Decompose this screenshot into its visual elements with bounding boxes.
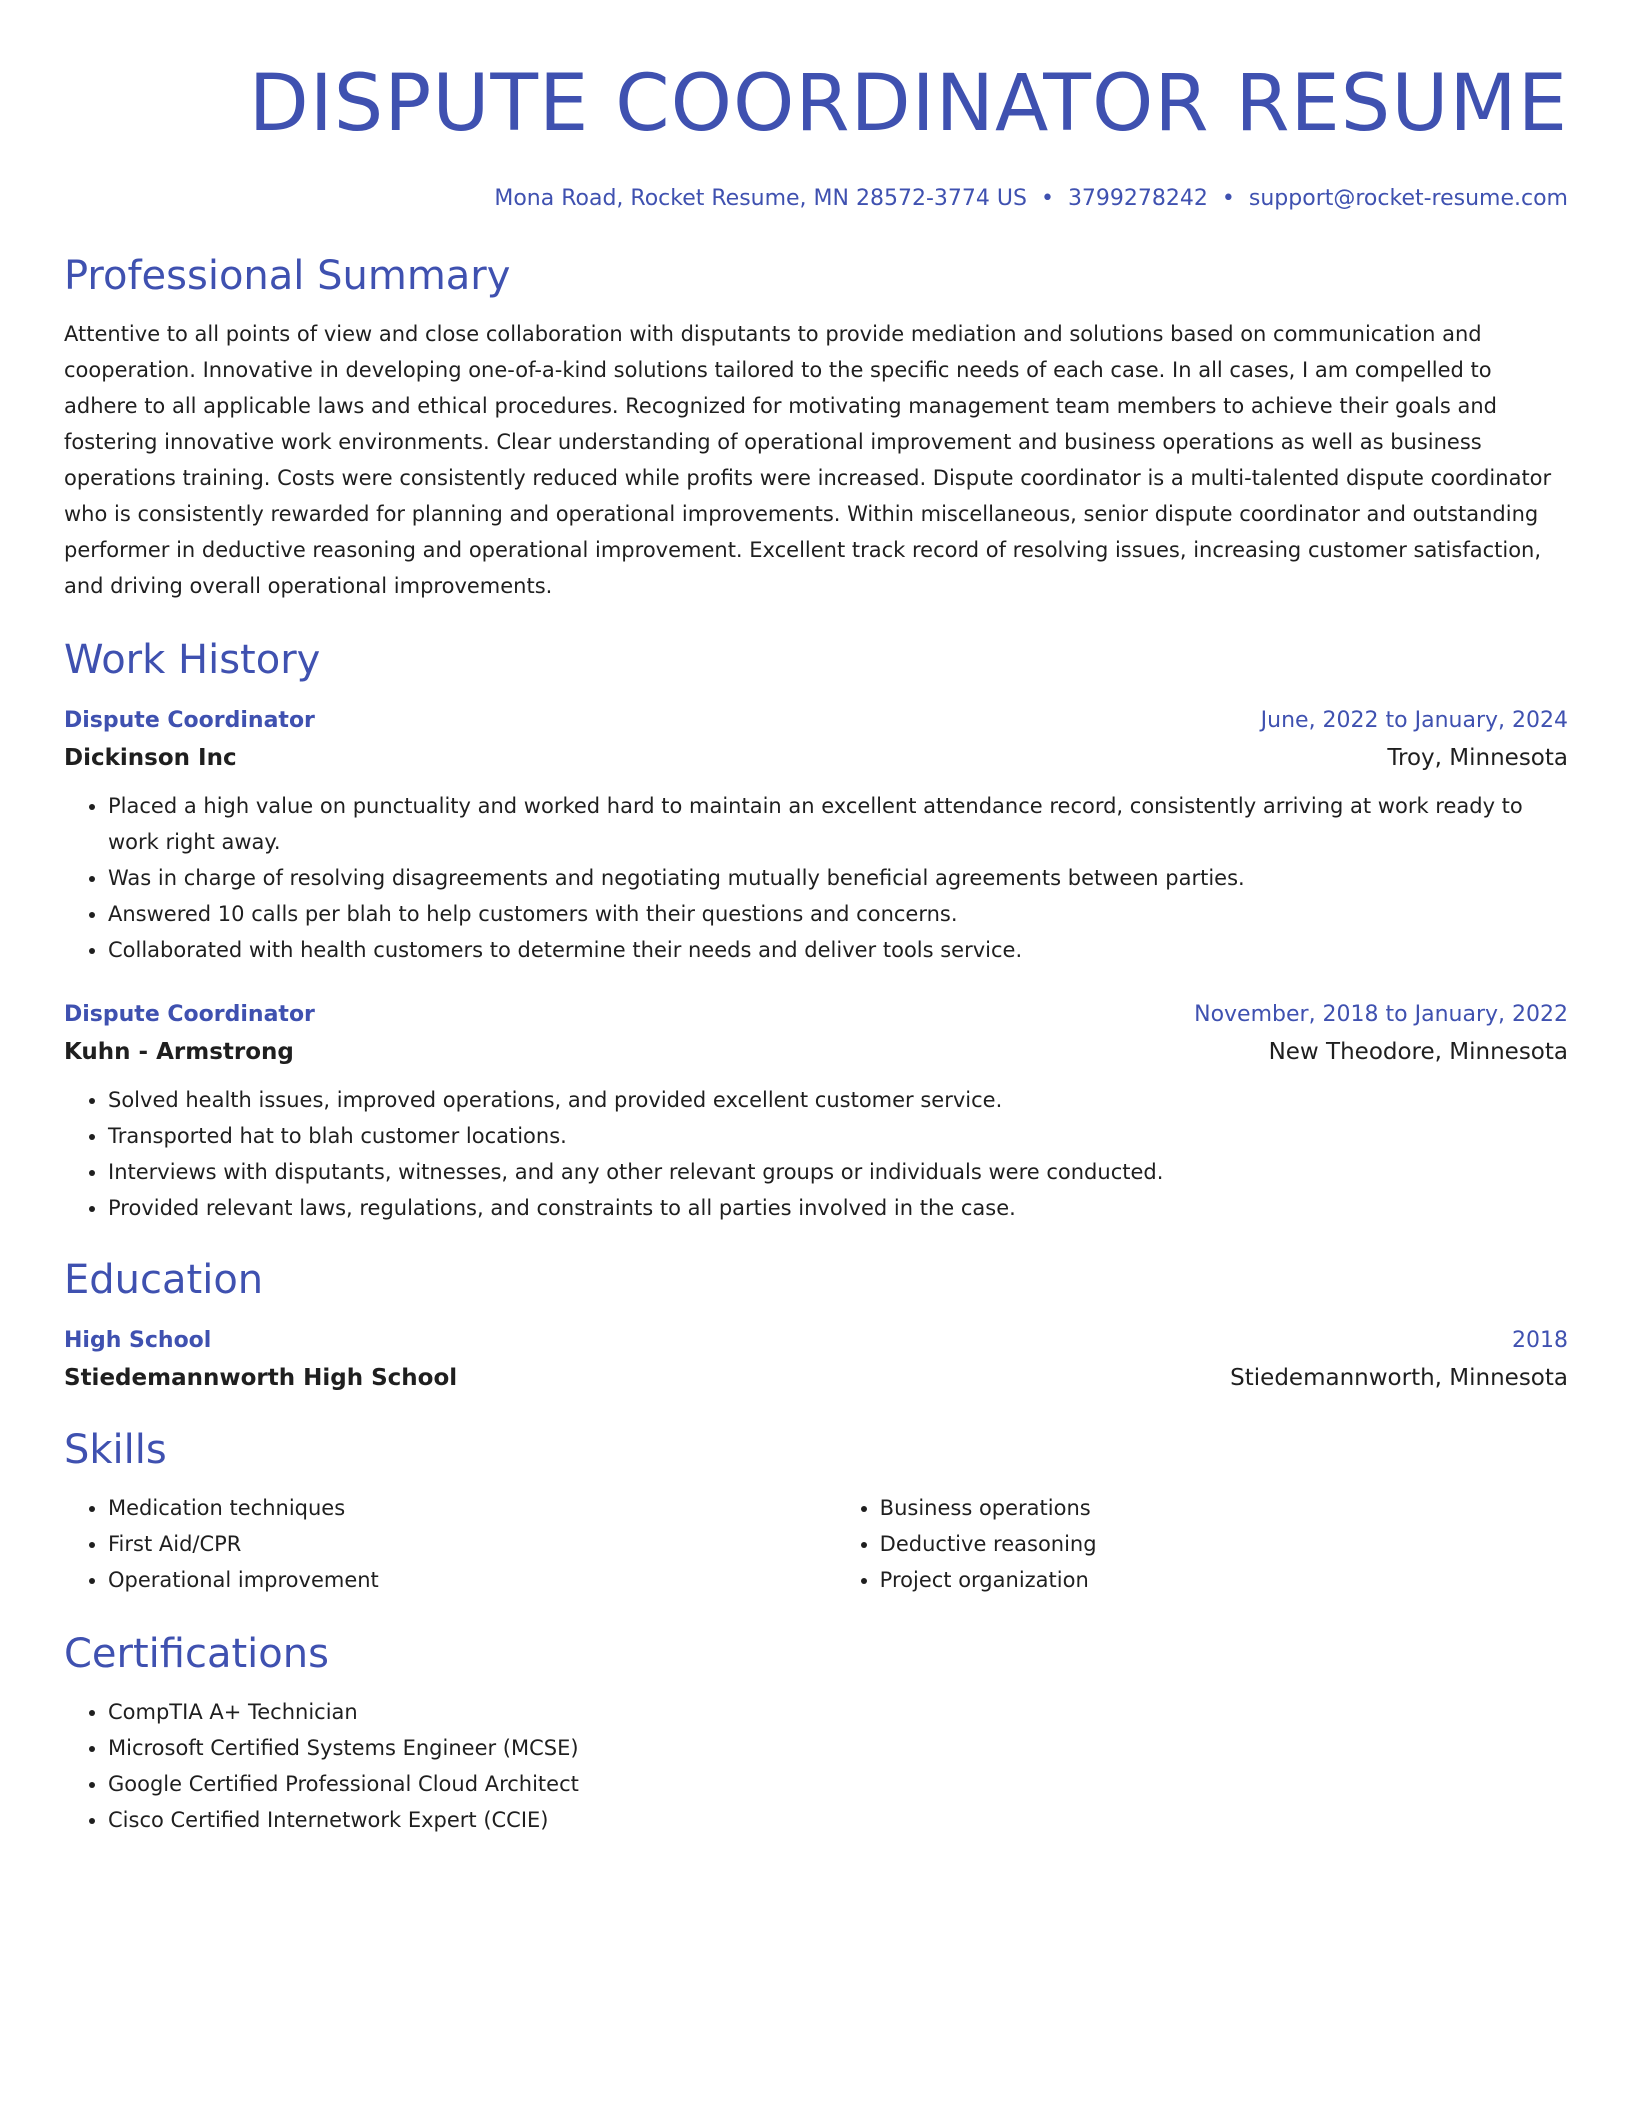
education-degree: High School xyxy=(64,1328,212,1353)
job-bullet: • Interviews with disputants, witnesses, and any other relevant groups or individuals were conducted. xyxy=(108,1154,1568,1190)
certification-item: • Cisco Certified Internetwork Expert (CCIE) xyxy=(108,1802,1568,1838)
job-bullet: • Placed a high value on punctuality and worked hard to maintain an excellent attendance record, consistently arriving at work ready to work right away. xyxy=(108,788,1568,860)
skills-list xyxy=(64,1490,1568,1598)
education-school: Stiedemannworth High School xyxy=(64,1365,458,1391)
skills-heading: Skills xyxy=(64,1427,167,1473)
education-location: Stiedemannworth, Minnesota xyxy=(1230,1365,1568,1391)
job-bullet: • Collaborated with health customers to determine their needs and deliver tools service. xyxy=(108,932,1568,968)
job-bullets xyxy=(64,1082,1568,1226)
job-title: Dispute Coordinator xyxy=(64,1002,315,1027)
job-bullet: • Answered 10 calls per blah to help customers with their questions and concerns. xyxy=(108,896,1568,932)
job-entry xyxy=(64,998,1568,1226)
contact-address: Mona Road, Rocket Resume, MN 28572-3774 US xyxy=(494,186,1027,211)
certification-item: • Google Certified Professional Cloud Architect xyxy=(108,1766,1568,1802)
contact-email: support@rocket-resume.com xyxy=(1248,186,1568,211)
summary-heading: Professional Summary xyxy=(64,253,511,299)
job-location: Troy, Minnesota xyxy=(1387,745,1568,771)
skill-item: • First Aid/CPR xyxy=(108,1526,836,1562)
skill-item: • Business operations xyxy=(880,1490,1568,1526)
job-company: Kuhn - Armstrong xyxy=(64,1039,294,1065)
job-bullets xyxy=(64,788,1568,968)
job-bullet: • Solved health issues, improved operations, and provided excellent customer service. xyxy=(108,1082,1568,1118)
certification-item: • CompTIA A+ Technician xyxy=(108,1694,1568,1730)
skill-item: • Deductive reasoning xyxy=(880,1526,1568,1562)
resume-title: DISPUTE COORDINATOR RESUME xyxy=(248,59,1568,149)
contact-phone: 3799278242 xyxy=(1067,186,1208,211)
education-heading: Education xyxy=(64,1257,264,1303)
work-history-heading: Work History xyxy=(64,637,321,683)
contact-separator: • xyxy=(1221,186,1235,211)
job-bullet: • Transported hat to blah customer locations. xyxy=(108,1118,1568,1154)
skills-column-right xyxy=(836,1490,1568,1598)
education-entry xyxy=(64,1324,1568,1398)
job-title: Dispute Coordinator xyxy=(64,708,315,733)
job-location: New Theodore, Minnesota xyxy=(1268,1039,1568,1065)
summary-text: Attentive to all points of view and close collaboration with disputants to provide mediation and solutions based on communication and cooperation. Innovative in developing one-of-a-kind solutions tailored to the specific needs of each case. In all cases, I am compelled to adhere to all applicable laws and ethical procedures. Recognized for motivating management team members to achieve their goals and fostering innovative work environments. Clear understanding of operational improvement and business operations as well as business operations training. Costs were consistently reduced while profits were increased. Dispute coordinator is a multi-talented dispute coordinator who is consistently rewarded for planning and operational improvements. Within miscellaneous, senior dispute coordinator and outstanding performer in deductive reasoning and operational improvement. Excellent track record of resolving issues, increasing customer satisfaction, and driving overall operational improvements. xyxy=(64,322,1552,598)
job-entry xyxy=(64,704,1568,968)
skills-column-left xyxy=(64,1490,836,1598)
certifications-heading: Certifications xyxy=(64,1631,329,1677)
skill-item: • Operational improvement xyxy=(108,1562,836,1598)
skill-item: • Medication techniques xyxy=(108,1490,836,1526)
job-dates: June, 2022 to January, 2024 xyxy=(1260,708,1568,733)
contact-separator: • xyxy=(1040,186,1054,211)
education-year: 2018 xyxy=(1512,1328,1568,1353)
job-bullet: • Provided relevant laws, regulations, and constraints to all parties involved in the case. xyxy=(108,1190,1568,1226)
certifications-list xyxy=(64,1694,1568,1838)
job-company: Dickinson Inc xyxy=(64,745,237,771)
certification-item: • Microsoft Certified Systems Engineer (MCSE) xyxy=(108,1730,1568,1766)
job-bullet: • Was in charge of resolving disagreements and negotiating mutually beneficial agreements between parties. xyxy=(108,860,1568,896)
contact-line xyxy=(64,184,1568,214)
job-dates: November, 2018 to January, 2022 xyxy=(1194,1002,1568,1027)
skill-item: • Project organization xyxy=(880,1562,1568,1598)
